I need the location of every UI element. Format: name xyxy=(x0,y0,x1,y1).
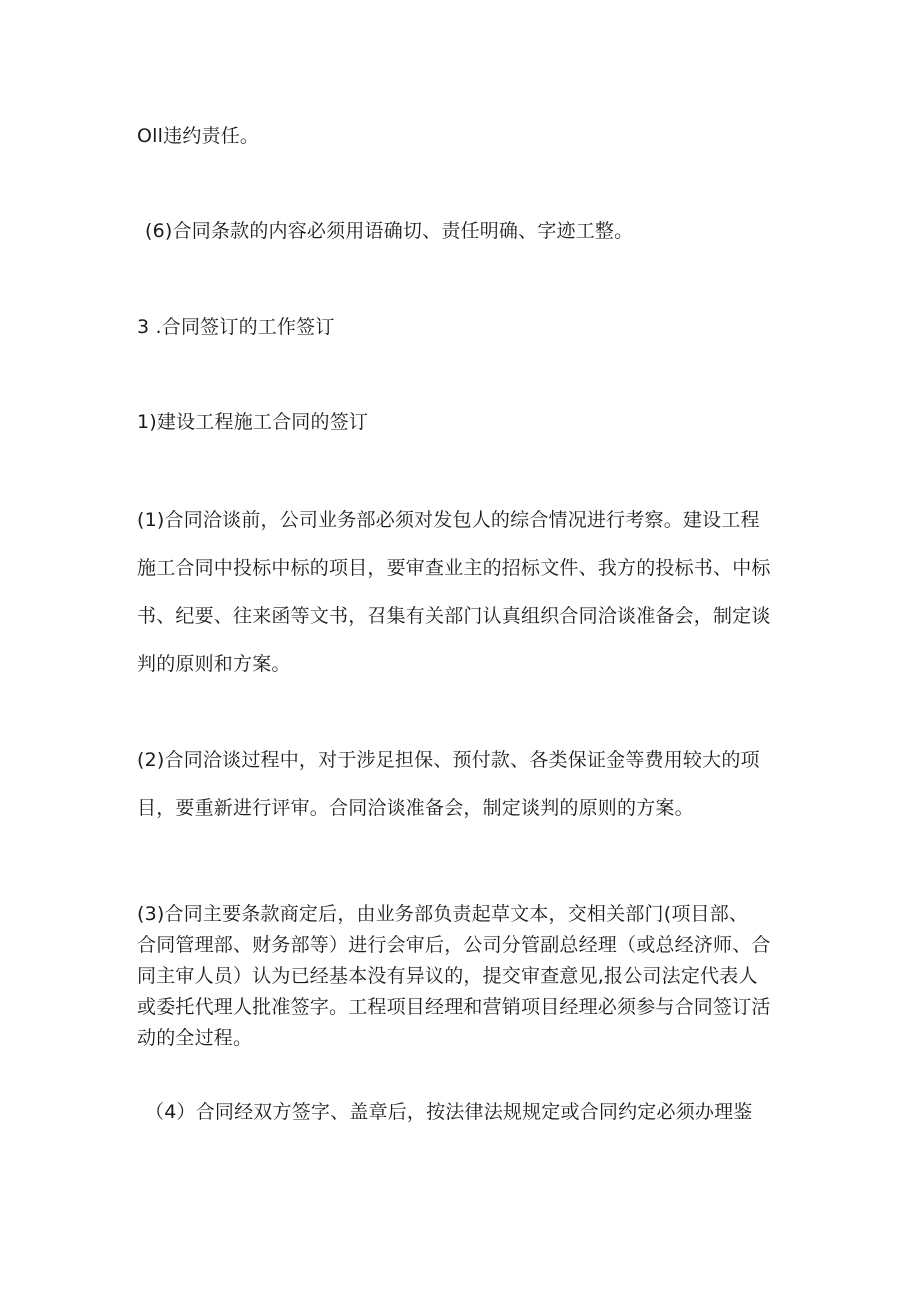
text-line-liability: Oll违约责任。 xyxy=(137,125,260,147)
paragraph-1 xyxy=(137,508,797,676)
text-line-clause-6: (6)合同条款的内容必须用语确切、责任明确、字迹工整。 xyxy=(145,220,634,242)
paragraph-2 xyxy=(137,748,797,820)
paragraph-line: 目，要重新进行评审。合同洽谈准备会，制定谈判的原则的方案。 xyxy=(137,797,694,819)
paragraph-4 xyxy=(145,1100,805,1124)
subsection-heading-1: 1)建设工程施工合同的签订 xyxy=(137,411,369,433)
paragraph-3 xyxy=(137,902,797,1050)
paragraph-line: 判的原则和方案。 xyxy=(137,653,291,675)
paragraph-line: （4）合同经双方签字、盖章后，按法律法规规定或合同约定必须办理鉴 xyxy=(145,1101,753,1123)
paragraph-line: 书、纪要、往来函等文书，召集有关部门认真组织合同洽谈准备会，制定谈 xyxy=(137,605,771,627)
paragraph-line: (2)合同洽谈过程中，对于涉足担保、预付款、各类保证金等费用较大的项 xyxy=(137,749,760,771)
paragraph-line: (1)合同洽谈前，公司业务部必须对发包人的综合情况进行考察。建设工程 xyxy=(137,509,760,531)
section-heading-3: 3 .合同签订的工作签订 xyxy=(137,316,335,338)
paragraph-line: 同主审人员）认为已经基本没有异议的，提交审查意见,报公司法定代表人 xyxy=(137,965,758,987)
paragraph-line: (3)合同主要条款商定后，由业务部负责起草文本，交相关部门(项目部、 xyxy=(137,903,749,925)
paragraph-line: 或委托代理人批准签字。工程项目经理和营销项目经理必须参与合同签订活 xyxy=(137,996,771,1018)
paragraph-line: 动的全过程。 xyxy=(137,1027,253,1049)
paragraph-line: 合同管理部、财务部等）进行会审后，公司分管副总经理（或总经济师、合 xyxy=(137,934,771,956)
paragraph-line: 施工合同中投标中标的项目，要审查业主的招标文件、我方的投标书、中标 xyxy=(137,557,771,579)
